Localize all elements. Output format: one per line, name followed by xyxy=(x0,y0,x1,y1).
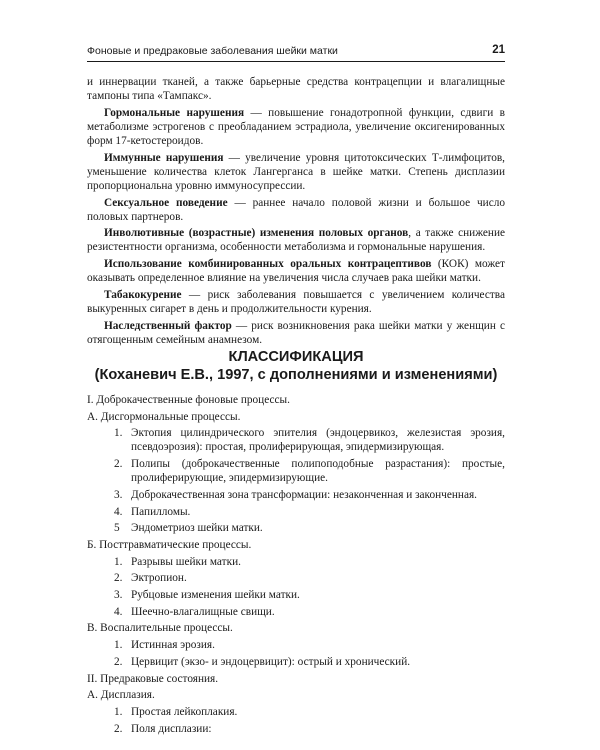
outline-item-text: I. Доброкачественные фоновые процессы. xyxy=(87,394,290,406)
classification-title: КЛАССИФИКАЦИЯ xyxy=(228,349,364,365)
outline-item-text: Рубцовые изменения шейки матки. xyxy=(131,589,300,602)
running-header xyxy=(87,44,505,60)
outline-item xyxy=(87,638,505,652)
outline-item-text: Шеечно-влагалищные свищи. xyxy=(131,605,275,618)
paragraph-smoking: Табакокурение — риск заболевания повышается с увеличением количества выкуренных сигарет в день и продолжительности курения. xyxy=(87,288,505,315)
outline-item xyxy=(87,605,505,619)
outline-item xyxy=(87,571,505,585)
outline-item-number: 2. xyxy=(114,655,123,668)
outline-item-text: II. Предраковые состояния. xyxy=(87,672,219,685)
outline-item xyxy=(87,621,505,635)
header-rule xyxy=(87,61,505,62)
outline-item-text: А. Дисплазия. xyxy=(87,689,155,702)
outline-item xyxy=(87,410,505,424)
outline-item xyxy=(87,705,505,719)
term: Сексуальное поведение xyxy=(104,196,228,209)
outline-item xyxy=(87,457,505,485)
term: Табакокурение xyxy=(104,288,182,301)
classification-heading xyxy=(87,348,505,384)
paragraph-involutive: Инволютивные (возрастные) изменения половых органов, а также снижение резистентности организма, особенности метаболизма и гормональные нарушения. xyxy=(87,227,505,254)
outline-item-number: 1. xyxy=(114,427,123,440)
term: Иммунные нарушения xyxy=(104,151,224,164)
outline-item xyxy=(87,722,505,736)
outline-item-text: Эндометриоз шейки матки. xyxy=(131,522,263,535)
outline-item-number: 2. xyxy=(114,458,123,471)
outline-item-text: Эктопия цилиндрического эпителия (эндоцервикоз, железистая эрозия, псевдоэрозия): простая, пролиферирующая, эпидермизирующая. xyxy=(131,427,505,454)
term: Использование комбинированных оральных контрацептивов xyxy=(104,258,432,271)
outline-item-text: Папилломы. xyxy=(131,505,191,518)
outline-item-text: Доброкачественная зона трансформации: незаконченная и законченная. xyxy=(131,488,477,501)
outline-item xyxy=(87,488,505,502)
outline-item-number: 2. xyxy=(114,572,123,585)
outline-item-text: В. Воспалительные процессы. xyxy=(87,622,233,635)
page-number: 21 xyxy=(492,44,505,56)
outline-item-number: 1. xyxy=(114,639,123,652)
outline-item-number: 3. xyxy=(114,488,123,501)
outline-item xyxy=(87,588,505,602)
paragraph-intro: и иннервации тканей, а также барьерные средства контрацепции и влагалищные тампоны типа «Тампакс». xyxy=(87,76,505,103)
outline-item-number: 3. xyxy=(114,589,123,602)
outline-item-number: 5 xyxy=(114,522,120,535)
classification-subtitle: (Коханевич Е.В., 1997, с дополнениями и изменениями) xyxy=(94,367,498,383)
outline-item-text: Полипы (доброкачественные полипоподобные разрастания): простые, пролиферирующие, эпидермизирующие. xyxy=(131,458,505,485)
outline-item xyxy=(87,426,505,454)
outline-item xyxy=(87,505,505,519)
term: Наследственный фактор xyxy=(104,319,232,332)
outline-item-number: 4. xyxy=(114,605,123,618)
paragraph-contraceptives: Использование комбинированных оральных контрацептивов (КОК) может оказывать определенное влияние на увеличения числа случаев рака шейки матки. xyxy=(87,258,505,285)
paragraph-immune: Иммунные нарушения — увеличение уровня цитотоксических Т-лимфоцитов, уменьшение количества клеток Лангерганса в шейке матки. Степень дисплазии пропорциональна уровню иммуносупрессии. xyxy=(87,151,505,192)
outline-item-text: Разрывы шейки матки. xyxy=(131,555,241,568)
classification-outline xyxy=(87,393,505,738)
outline-item xyxy=(87,672,505,686)
outline-item-text: Поля дисплазии: xyxy=(131,722,212,735)
outline-item-text: Истинная эрозия. xyxy=(131,639,215,652)
outline-item xyxy=(87,521,505,535)
risk-factors-text xyxy=(87,75,505,349)
header-title: Фоновые и предраковые заболевания шейки матки xyxy=(87,45,338,57)
paragraph-hormonal: Гормональные нарушения — повышение гонадотропной функции, сдвиги в метаболизме эстрогенов с преобладанием эстрадиола, увеличение оксигенированных форм 17-кетостероидов. xyxy=(87,106,505,147)
outline-item-number: 2. xyxy=(114,722,123,735)
outline-item-text: Простая лейкоплакия. xyxy=(131,705,238,718)
outline-item xyxy=(87,555,505,569)
outline-item-text: Эктропион. xyxy=(131,572,187,585)
outline-item-text: А. Дисгормональные процессы. xyxy=(87,410,241,423)
outline-item-text: Цервицит (экзо- и эндоцервицит): острый и хронический. xyxy=(131,655,411,668)
term: Инволютивные (возрастные) изменения половых органов xyxy=(104,227,409,240)
outline-item-number: 4. xyxy=(114,505,123,518)
outline-item-number: 1. xyxy=(114,705,123,718)
outline-item-text: Б. Посттравматические процессы. xyxy=(87,539,252,551)
outline-item xyxy=(87,688,505,702)
outline-item xyxy=(87,655,505,669)
outline-item xyxy=(87,393,505,407)
paragraph-hereditary: Наследственный фактор — риск возникновения рака шейки матки у женщин с отягощенным семейным анамнезом. xyxy=(87,319,506,346)
term: Гормональные нарушения xyxy=(104,106,245,119)
book-page xyxy=(87,44,506,735)
outline-item-number: 1. xyxy=(114,555,123,568)
outline-item xyxy=(87,538,505,552)
paragraph-sexual: Сексуальное поведение — раннее начало половой жизни и большое число половых партнеров. xyxy=(87,196,505,223)
